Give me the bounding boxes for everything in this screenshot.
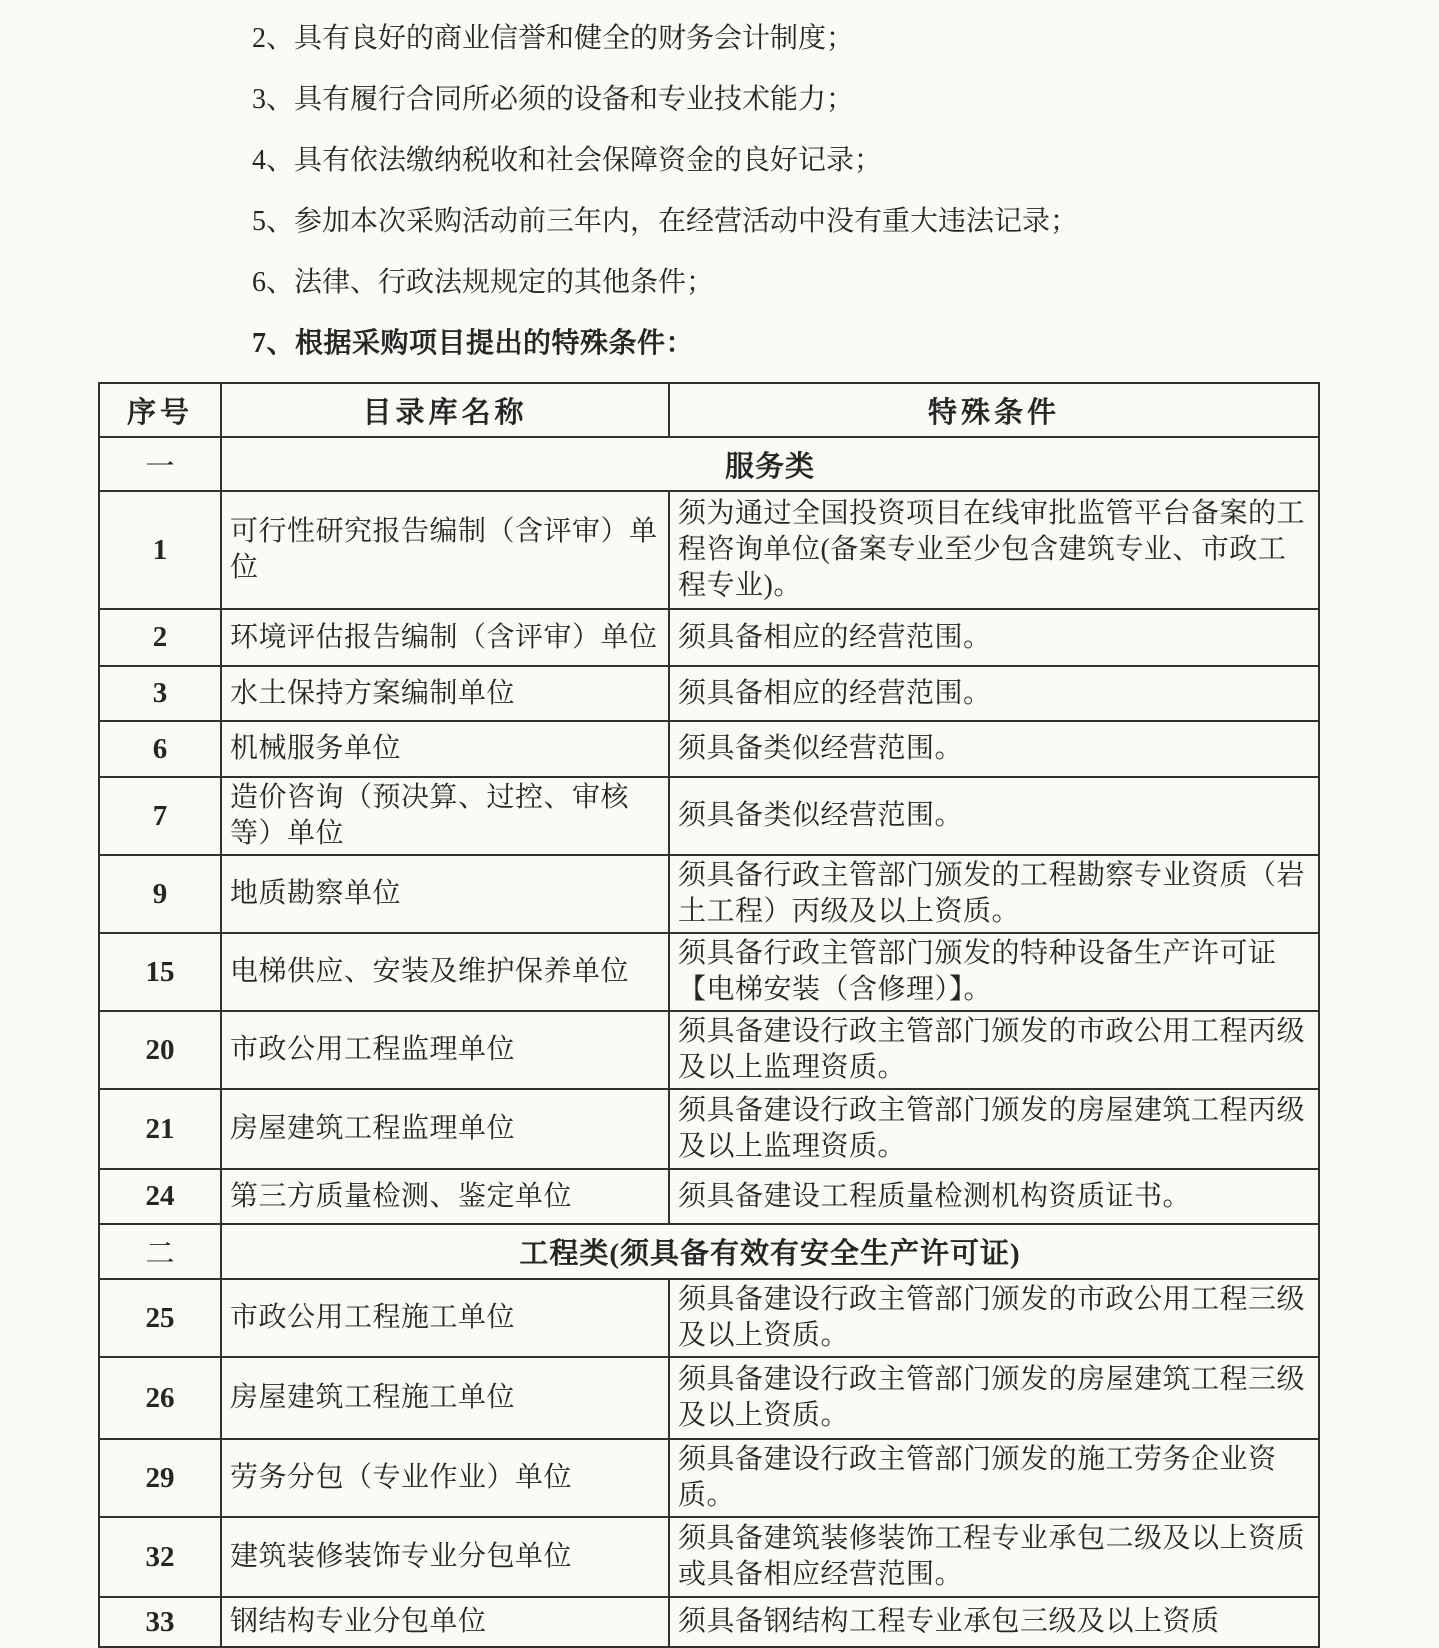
table-row: [99, 609, 1319, 666]
catalog-name: 机械服务单位: [221, 721, 669, 777]
catalog-name: 地质勘察单位: [221, 855, 669, 933]
row-number: 26: [99, 1357, 221, 1439]
row-number: 33: [99, 1597, 221, 1647]
table-row: [99, 1089, 1319, 1169]
special-condition: 须为通过全国投资项目在线审批监管平台备案的工程咨询单位(备案专业至少包含建筑专业、市政工程专业)。: [669, 491, 1319, 609]
table-row: [99, 721, 1319, 777]
section-label: 服务类: [221, 437, 1319, 491]
catalog-name: 可行性研究报告编制（含评审）单位: [221, 491, 669, 609]
catalog-name: 建筑装修装饰专业分包单位: [221, 1517, 669, 1597]
list-item-5: 5、参加本次采购活动前三年内，在经营活动中没有重大违法记录；: [252, 206, 1079, 237]
row-number: 7: [99, 777, 221, 855]
special-condition: 须具备行政主管部门颁发的特种设备生产许可证【电梯安装（含修理）】。: [669, 933, 1319, 1011]
list-item-6: 6、法律、行政法规规定的其他条件；: [252, 267, 715, 298]
catalog-name: 电梯供应、安装及维护保养单位: [221, 933, 669, 1011]
special-conditions-heading: 7、根据采购项目提出的特殊条件：: [252, 328, 695, 359]
catalog-name: 钢结构专业分包单位: [221, 1597, 669, 1647]
table-row: [99, 666, 1319, 721]
special-condition: 须具备建设行政主管部门颁发的市政公用工程丙级及以上监理资质。: [669, 1011, 1319, 1089]
column-header-special-condition: 特殊条件: [669, 383, 1319, 437]
list-item-4: 4、具有依法缴纳税收和社会保障资金的良好记录；: [252, 145, 883, 176]
special-condition: 须具备类似经营范围。: [669, 721, 1319, 777]
section-number: 二: [99, 1224, 221, 1279]
table-row: [99, 1357, 1319, 1439]
catalog-name: 房屋建筑工程施工单位: [221, 1357, 669, 1439]
catalog-name: 第三方质量检测、鉴定单位: [221, 1169, 669, 1224]
catalog-name: 房屋建筑工程监理单位: [221, 1089, 669, 1169]
table-row: [99, 1279, 1319, 1357]
table-header-row: [99, 383, 1319, 437]
table-row: [99, 1169, 1319, 1224]
section-number: 一: [99, 437, 221, 491]
table-body: [99, 437, 1319, 1647]
special-condition: 须具备建设行政主管部门颁发的施工劳务企业资质。: [669, 1439, 1319, 1517]
special-condition: 须具备建设行政主管部门颁发的房屋建筑工程丙级及以上监理资质。: [669, 1089, 1319, 1169]
table-row: [99, 1517, 1319, 1597]
section-label: 工程类(须具备有效有安全生产许可证): [221, 1224, 1319, 1279]
catalog-name: 劳务分包（专业作业）单位: [221, 1439, 669, 1517]
row-number: 3: [99, 666, 221, 721]
special-condition: 须具备类似经营范围。: [669, 777, 1319, 855]
table-row: [99, 1224, 1319, 1279]
table-row: [99, 1439, 1319, 1517]
table-row: [99, 1597, 1319, 1647]
special-condition: 须具备行政主管部门颁发的工程勘察专业资质（岩土工程）丙级及以上资质。: [669, 855, 1319, 933]
row-number: 21: [99, 1089, 221, 1169]
row-number: 2: [99, 609, 221, 666]
list-item-2: 2、具有良好的商业信誉和健全的财务会计制度；: [252, 23, 855, 54]
special-condition: 须具备建设工程质量检测机构资质证书。: [669, 1169, 1319, 1224]
special-condition: 须具备建设行政主管部门颁发的房屋建筑工程三级及以上资质。: [669, 1357, 1319, 1439]
row-number: 25: [99, 1279, 221, 1357]
special-condition: 须具备建筑装修装饰工程专业承包二级及以上资质或具备相应经营范围。: [669, 1517, 1319, 1597]
table-row: [99, 437, 1319, 491]
column-header-catalog-name: 目录库名称: [221, 383, 669, 437]
list-item-3: 3、具有履行合同所必须的设备和专业技术能力；: [252, 84, 855, 115]
qualification-conditions-list: [252, 24, 1419, 359]
table-row: [99, 777, 1319, 855]
table-row: [99, 1011, 1319, 1089]
table-row: [99, 933, 1319, 1011]
catalog-name: 水土保持方案编制单位: [221, 666, 669, 721]
special-condition: 须具备钢结构工程专业承包三级及以上资质: [669, 1597, 1319, 1647]
row-number: 15: [99, 933, 221, 1011]
column-header-number: 序号: [99, 383, 221, 437]
row-number: 29: [99, 1439, 221, 1517]
catalog-name: 市政公用工程监理单位: [221, 1011, 669, 1089]
catalog-name: 市政公用工程施工单位: [221, 1279, 669, 1357]
special-condition: 须具备相应的经营范围。: [669, 666, 1319, 721]
catalog-name: 造价咨询（预决算、过控、审核等）单位: [221, 777, 669, 855]
catalog-name: 环境评估报告编制（含评审）单位: [221, 609, 669, 666]
special-conditions-table: [98, 382, 1320, 1648]
row-number: 24: [99, 1169, 221, 1224]
special-condition: 须具备建设行政主管部门颁发的市政公用工程三级及以上资质。: [669, 1279, 1319, 1357]
row-number: 1: [99, 491, 221, 609]
special-condition: 须具备相应的经营范围。: [669, 609, 1319, 666]
table-row: [99, 855, 1319, 933]
table-row: [99, 491, 1319, 609]
row-number: 20: [99, 1011, 221, 1089]
row-number: 32: [99, 1517, 221, 1597]
row-number: 6: [99, 721, 221, 777]
row-number: 9: [99, 855, 221, 933]
